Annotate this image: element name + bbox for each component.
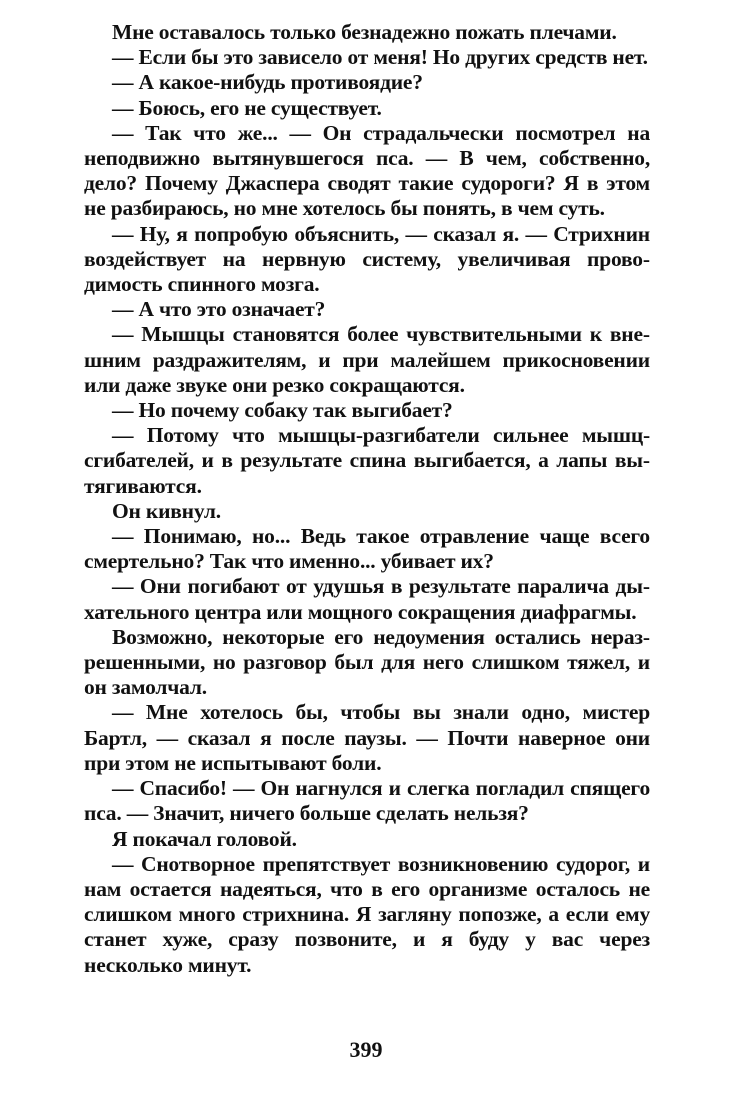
paragraph: — Понимаю, но... Ведь такое отравление чаще всего смертельно? Так что именно... убивает их? bbox=[84, 524, 650, 574]
paragraph: — Мышцы становятся более чувствительными к внешним раздражителям, и при малейшем прикосновении или даже звуке они резко сокращаются. bbox=[84, 322, 650, 397]
paragraph: — Ну, я попробую объяснить, — сказал я. — Стрихнин воздействует на нервную систему, увеличивая проводимость спинного мозга. bbox=[84, 221, 650, 297]
paragraph: Он кивнул. bbox=[112, 498, 221, 523]
paragraph: — Потому что мышцы-разгибатели сильнее мышц-сгибателей, и в результате спина выгибается, а лапы вытягиваются. bbox=[84, 423, 650, 498]
paragraph: Я покачал головой. bbox=[112, 826, 297, 851]
paragraph: Мне оставалось только безнадежно пожать плечами. bbox=[112, 20, 617, 44]
paragraph: — А что это означает? bbox=[112, 297, 326, 322]
paragraph: — Снотворное препятствует возникновению судорог, и нам остается надеяться, что в его организме осталось не слишком много стрихнина. Я загляну попозже, а если ему станет хуже, сразу позвоните, и я буду у вас через несколько минут. bbox=[84, 851, 650, 977]
page-text bbox=[84, 20, 650, 978]
paragraph: — Так что же... — Он страдальчески посмотрел на неподвижно вытянувшегося пса. — В чем, собственно, дело? Почему Джаспера сводят такие судороги? Я в этом не разбираюсь, но мне хотелось бы понять, в чем суть. bbox=[84, 120, 650, 221]
paragraph: — Если бы это зависело от меня! Но других средств нет. bbox=[112, 45, 648, 70]
paragraph: — Но почему собаку так выгибает? bbox=[112, 398, 453, 423]
paragraph: — Они погибают от удушья в результате паралича дыхательного центра или мощного сокращения диафрагмы. bbox=[84, 574, 650, 624]
paragraph: Возможно, некоторые его недоумения остались неразрешенными, но разговор был для него слишком тяжел, и он замолчал. bbox=[84, 624, 650, 700]
paragraph: — Боюсь, его не существует. bbox=[112, 95, 382, 120]
paragraph: — А какое-нибудь противоядие? bbox=[112, 70, 423, 95]
paragraph: — Мне хотелось бы, чтобы вы знали одно, мистер Бартл, — сказал я после паузы. — Почти наверное они при этом не испытывают боли. bbox=[84, 700, 650, 775]
page-number: 399 bbox=[349, 1037, 383, 1062]
paragraph: — Спасибо! — Он нагнулся и слегка погладил спящего пса. — Значит, ничего больше сделать нельзя? bbox=[84, 776, 650, 826]
